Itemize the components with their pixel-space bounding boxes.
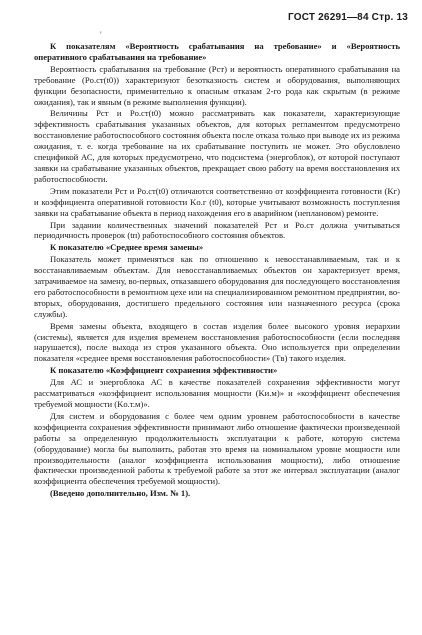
section-heading: К показателю «Коэффициент сохранения эффективности» [50, 365, 278, 376]
paragraph: Время замены объекта, входящего в состав изделия более высокого уровня иерархии (системы), является для изделия временем восстановления работоспособности (если последняя нарушается), после выхода из строя указанного объекта. Оно используется при определении показателя «среднее время восстановления работоспособности» (Tв) такого изделия. [34, 320, 400, 364]
section-heading: К показателю «Среднее время замены» [50, 242, 204, 253]
paragraph: Показатель может применяться как по отношению к невосстанавливаемым, так и к восстанавливаемым объектам. Для невосстанавливаемых объектов он характеризует время, затрачиваемое на замену, во-первых, отказавшего оборудования для последующего восстановления его работоспособности в ремонтном цехе или на специализированном ремонтном предприятии, во-вторых, оборудования, достигшего предельного состояния или назначенного ресурса (срока службы). [34, 254, 400, 319]
page-header: ГОСТ 26291—84 Стр. 13 [288, 12, 408, 23]
stray-mark: ' [100, 30, 102, 40]
paragraph: Этим показатели Pст и Pо.ст(t0) отличаются соответственно от коэффициента готовности (Kг) и коэффициента оперативной готовности Kо.г (t0), которые учитывают возможность поступления заявки на срабатывание объекта в период нахождения его в аварийном (неплановом) ремонте. [34, 185, 400, 218]
paragraph: При задании количественных значений показателей Pст и Pо.ст должна учитываться периодичность проверок (tп) работоспособного состояния объектов. [34, 219, 400, 241]
section-heading: К показателям «Вероятность срабатывания на требование» и «Вероятность оперативного срабатывания на требование» [34, 41, 400, 62]
amendment-note: (Введено дополнительно, Изм. № 1). [50, 488, 191, 499]
document-body [34, 40, 400, 500]
paragraph: Для АС и энергоблока АС в качестве показателей сохранения эффективности могут рассматриваться «коэффициент использования мощности (Kи.м)» и «коэффициент обеспечения требуемой мощности (Kо.т.м)». [34, 377, 400, 409]
paragraph: Величины Pст и Pо.ст(t0) можно рассматривать как показатели, характеризующие эффективность срабатывания указанных объектов, для которых регламентом предусмотрено восстановление работоспособного состояния объекта после отказа только при выводе их из режима ожидания, т. е. когда требование на их срабатывание поступить не может. Это обусловлено спецификой АС, для которых предусмотрено, что подсистема (энергоблок), от которой поступают заявки на срабатывание указанных объектов, прекращает свою работу на время восстановления их работоспособности. [34, 108, 400, 184]
paragraph: Для систем и оборудования с более чем одним уровнем работоспособности в качестве коэффициента сохранения эффективности принимают либо отношение фактически произведенной работы за определенную продолжительность эксплуатации к работе, которую система (оборудование) могла бы выполнить, работая это время на номинальном уровне мощности или производительности (аналог коэффициента использования мощности), либо отношение фактически произведенной работы к требуемой работе за этот же интервал эксплуатации (аналог коэффициента обеспечения требуемой мощности). [34, 410, 400, 487]
paragraph: Вероятность срабатывания на требование (Pст) и вероятность оперативного срабатывания на требование (Pо.ст(t0)) характеризуют безотказность систем и оборудования, выполняющих функции безопасности, применительно к опасным отказам 2-го рода как скрытым (в режиме ожидания), так и явным (в режиме выполнения функции). [34, 63, 400, 107]
